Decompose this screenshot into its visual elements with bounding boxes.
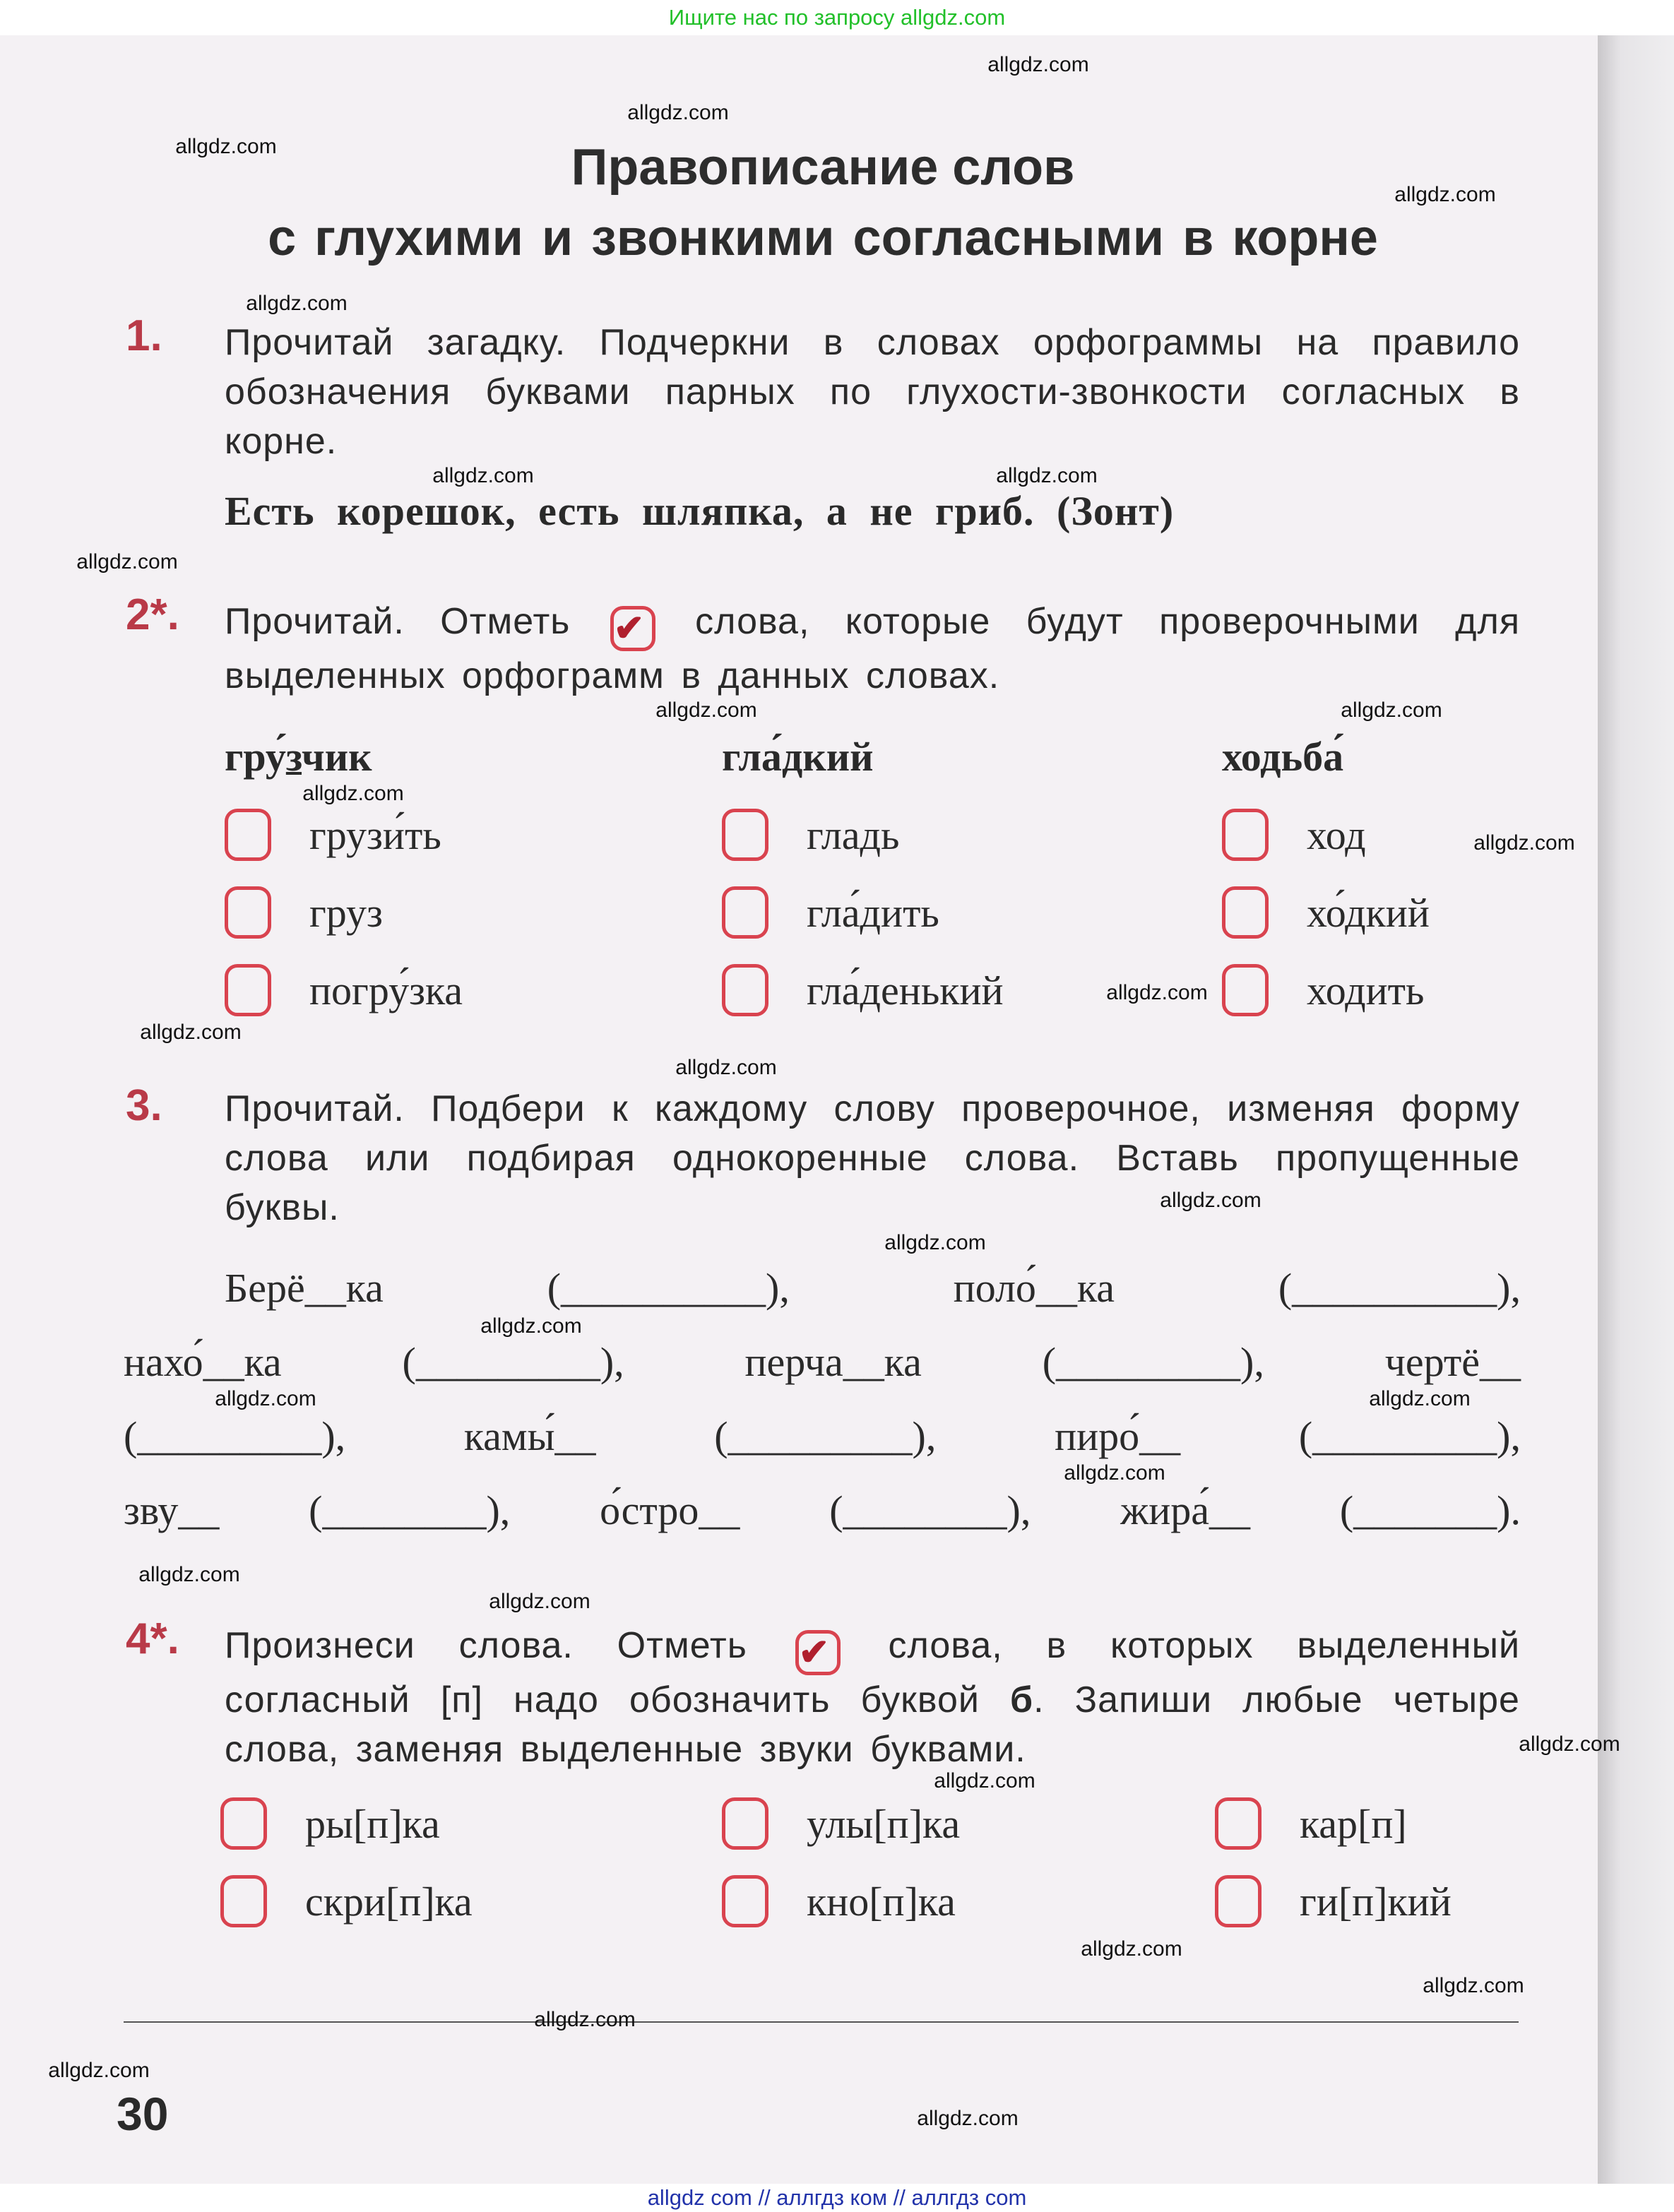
checkbox[interactable] <box>722 964 768 1016</box>
fill-line-2[interactable]: нахо́__ка (_________), перча__ка (_________), чертё__ <box>124 1339 1521 1385</box>
option-karp[interactable]: кар[п] <box>1215 1797 1407 1850</box>
watermark: allgdz.com <box>140 1021 242 1044</box>
checkbox[interactable] <box>220 1875 267 1927</box>
task1-text: Прочитай загадку. Подчеркни в словах орфограммы на правило обозначения буквами парных по глухости-звонкости согласных в корне. <box>225 322 1520 462</box>
checkbox[interactable] <box>1222 964 1269 1016</box>
task4-number: 4*. <box>126 1615 179 1663</box>
watermark: allgdz.com <box>215 1387 316 1410</box>
watermark: allgdz.com <box>1064 1461 1165 1485</box>
watermark: allgdz.com <box>996 464 1098 487</box>
checkbox[interactable] <box>225 964 271 1016</box>
watermark: allgdz.com <box>534 2008 636 2031</box>
watermark: allgdz.com <box>987 53 1089 76</box>
task1-number: 1. <box>126 311 162 360</box>
watermark: allgdz.com <box>1473 831 1575 855</box>
checkbox[interactable] <box>1215 1875 1262 1927</box>
watermark: allgdz.com <box>432 464 534 487</box>
headword-3: ходьба́ <box>1222 734 1344 780</box>
watermark: allgdz.com <box>1160 1189 1262 1212</box>
page-title-line1: Правописание слов <box>571 139 1075 196</box>
watermark: allgdz.com <box>48 2059 150 2082</box>
task4-text: Произнеси слова. Отметь ✔ слова, в которых выделенный согласный [п] надо обозначить буквой б. Запиши любые четыре слова, заменяя выделенные звуки буквами. <box>225 1625 1520 1770</box>
watermark: allgdz.com <box>1341 698 1442 722</box>
checkbox[interactable] <box>722 809 768 861</box>
option-glad[interactable]: гладь <box>722 809 900 861</box>
top-banner[interactable]: Ищите нас по запросу allgdz.com <box>0 0 1674 35</box>
fill-line-3[interactable]: (_________), камы́__ (_________), пиро́__ (_________), <box>124 1413 1521 1459</box>
option-knopka[interactable]: кно[п]ка <box>722 1875 956 1927</box>
checkbox[interactable] <box>1215 1797 1262 1850</box>
fill-line-4[interactable]: зву__ (________), о́стро__ (________), жира́__ (_______). <box>124 1487 1521 1533</box>
option-ulybka[interactable]: улы[п]ка <box>722 1797 960 1850</box>
checkbox[interactable] <box>220 1797 267 1850</box>
bottom-banner[interactable]: allgdz com // аллгдз ком // аллгдз com <box>0 2184 1674 2212</box>
checkmark-icon: ✔ <box>610 606 655 651</box>
headword-1: гру́зчик <box>225 734 372 780</box>
option-rybka[interactable]: ры[п]ка <box>220 1797 440 1850</box>
task2-text <box>225 597 1520 701</box>
watermark: allgdz.com <box>655 698 757 722</box>
watermark: allgdz.com <box>302 782 404 805</box>
watermark: allgdz.com <box>1081 1937 1182 1961</box>
watermark: allgdz.com <box>480 1314 582 1338</box>
option-hodit[interactable]: ходить <box>1222 964 1424 1016</box>
checkbox[interactable] <box>722 1875 768 1927</box>
page-title-line2: с глухими и звонкими согласными в корне <box>268 210 1378 266</box>
option-gibkiy[interactable]: ги[п]кий <box>1215 1875 1452 1927</box>
answer-line[interactable] <box>124 2021 1519 2023</box>
watermark: allgdz.com <box>934 1769 1035 1792</box>
task2-text-before: Прочитай. Отметь <box>225 601 571 642</box>
task3-text: Прочитай. Подбери к каждому слову проверочное, изменяя форму слова или подбирая однокоренные слова. Вставь пропущенные буквы. <box>225 1088 1520 1228</box>
task1-riddle: Есть корешок, есть шляпка, а не гриб. (Зонт) <box>225 488 1175 534</box>
watermark: allgdz.com <box>246 292 348 315</box>
checkbox[interactable] <box>722 1797 768 1850</box>
watermark: allgdz.com <box>1423 1974 1524 1997</box>
option-gruz[interactable]: груз <box>225 886 383 939</box>
headword-2: гла́дкий <box>722 734 874 780</box>
checkbox[interactable] <box>225 809 271 861</box>
fill-line-1[interactable]: Берё__ка (__________), поло́__ка (__________), <box>225 1265 1521 1311</box>
watermark: allgdz.com <box>884 1231 986 1254</box>
watermark: allgdz.com <box>1394 183 1496 206</box>
watermark: allgdz.com <box>675 1056 777 1079</box>
checkbox[interactable] <box>1222 809 1269 861</box>
option-hodkiy[interactable]: хо́дкий <box>1222 886 1430 939</box>
watermark: allgdz.com <box>489 1590 590 1613</box>
watermark: allgdz.com <box>1106 981 1208 1004</box>
page-number: 30 <box>117 2088 169 2140</box>
task2-number: 2*. <box>126 590 179 639</box>
option-pogruzka[interactable]: погру́зка <box>225 964 463 1016</box>
option-skripka[interactable]: скри[п]ка <box>220 1875 473 1927</box>
option-gladenkiy[interactable]: гла́денький <box>722 964 1004 1016</box>
option-hod[interactable]: ход <box>1222 809 1366 861</box>
option-gladit[interactable]: гла́дить <box>722 886 939 939</box>
watermark: allgdz.com <box>175 135 277 158</box>
checkbox[interactable] <box>722 886 768 939</box>
checkmark-icon: ✔ <box>795 1630 841 1675</box>
page-edge-shadow <box>1598 35 1674 2184</box>
watermark: allgdz.com <box>917 2107 1019 2130</box>
checkbox[interactable] <box>225 886 271 939</box>
watermark: allgdz.com <box>1519 1732 1620 1756</box>
option-gruzit[interactable]: грузи́ть <box>225 809 441 861</box>
watermark: allgdz.com <box>627 101 729 124</box>
task2-text-after: слова, которые будут проверочными для выделенных орфограмм в данных словах. <box>225 601 1520 696</box>
checkbox[interactable] <box>1222 886 1269 939</box>
task3-number: 3. <box>126 1081 162 1130</box>
watermark: allgdz.com <box>138 1563 240 1586</box>
watermark: allgdz.com <box>1369 1387 1471 1410</box>
watermark: allgdz.com <box>76 550 178 573</box>
